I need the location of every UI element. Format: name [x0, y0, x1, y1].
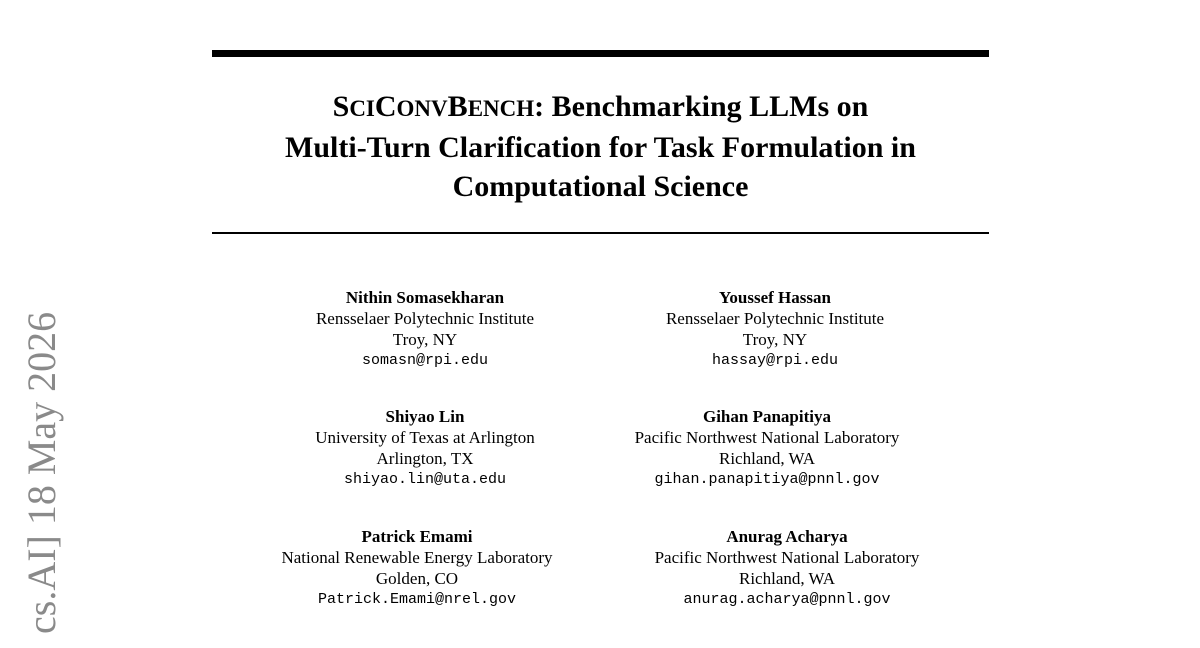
- author-email[interactable]: anurag.acharya@pnnl.gov: [683, 591, 891, 608]
- title-line-2: Multi-Turn Clarification for Task Formulation in: [285, 131, 916, 164]
- author-name: Patrick Emami: [361, 527, 473, 546]
- author-name: Shiyao Lin: [385, 407, 465, 426]
- author-affiliation: Pacific Northwest National Laboratory: [654, 548, 920, 567]
- author-location: Richland, WA: [718, 449, 815, 468]
- author-block: [217, 526, 617, 610]
- author-block: [575, 287, 975, 371]
- author-email[interactable]: shiyao.lin@uta.edu: [343, 471, 507, 488]
- author-affiliation: Rensselaer Polytechnic Institute: [315, 309, 535, 328]
- author-name: Anurag Acharya: [726, 527, 848, 546]
- title-line-3: Computational Science: [452, 170, 749, 203]
- author-block: [567, 406, 967, 490]
- author-email[interactable]: gihan.panapitiya@pnnl.gov: [654, 471, 880, 488]
- author-location: Richland, WA: [738, 569, 835, 588]
- author-location: Golden, CO: [375, 569, 459, 588]
- author-name: Gihan Panapitiya: [702, 407, 831, 426]
- author-email[interactable]: hassay@rpi.edu: [711, 352, 839, 369]
- author-affiliation: University of Texas at Arlington: [315, 428, 535, 447]
- arxiv-side-stamp: cs.AI] 18 May 2026: [19, 311, 64, 634]
- author-name: Nithin Somasekharan: [345, 288, 505, 307]
- title-rule-bottom: [212, 232, 989, 234]
- author-email[interactable]: Patrick.Emami@nrel.gov: [317, 591, 517, 608]
- author-block: [587, 526, 987, 610]
- author-name: Youssef Hassan: [719, 288, 831, 307]
- author-affiliation: Rensselaer Polytechnic Institute: [665, 309, 885, 328]
- author-block: [225, 406, 625, 490]
- author-email[interactable]: somasn@rpi.edu: [361, 352, 489, 369]
- title-rule-top: [212, 50, 989, 57]
- author-location: Troy, NY: [392, 330, 458, 349]
- author-location: Troy, NY: [742, 330, 808, 349]
- author-block: [225, 287, 625, 371]
- title-line-1: SCICONVBENCH: Benchmarking LLMs on: [332, 90, 869, 123]
- author-location: Arlington, TX: [376, 449, 474, 468]
- author-affiliation: National Renewable Energy Laboratory: [281, 548, 553, 567]
- paper-title: [212, 87, 989, 206]
- author-affiliation: Pacific Northwest National Laboratory: [634, 428, 900, 447]
